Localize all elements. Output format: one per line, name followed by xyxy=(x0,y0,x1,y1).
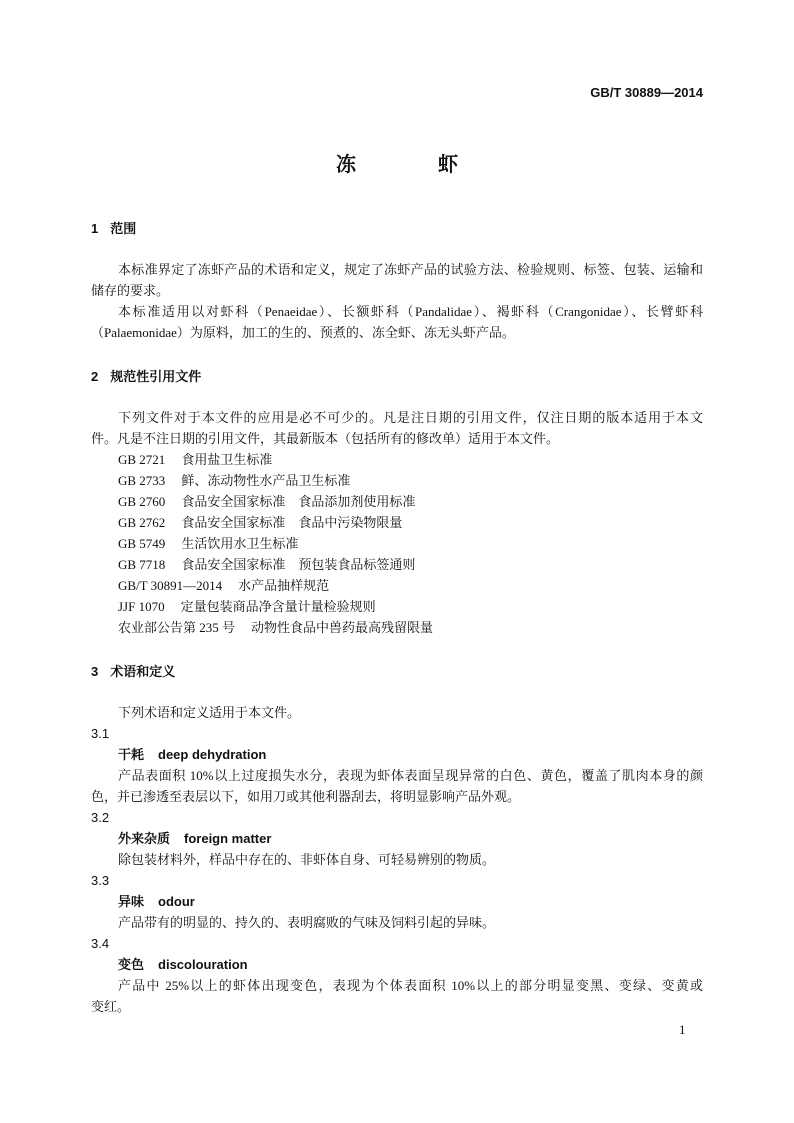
reference-item xyxy=(91,554,703,575)
term-entry xyxy=(91,828,703,849)
reference-title: 食用盐卫生标准 xyxy=(181,452,273,467)
reference-title: 食品安全国家标准 预包装食品标签通则 xyxy=(181,557,416,572)
term-number: 3.3 xyxy=(91,873,110,888)
paragraph-line: 下列术语和定义适用于本文件。 xyxy=(118,705,301,720)
paragraph-line: 本标准界定了冻虾产品的术语和定义，规定了冻虾产品的试验方法、检验规则、标签、包装、运输和 xyxy=(118,262,703,277)
section-normative-references xyxy=(91,366,703,638)
term-entry xyxy=(91,744,703,765)
term-chinese: 干耗 xyxy=(118,747,145,762)
document-title: 冻虾 xyxy=(336,154,540,176)
section-scope xyxy=(91,218,703,343)
reference-code: GB 2721 xyxy=(118,452,166,467)
reference-title: 动物性食品中兽药最高残留限量 xyxy=(251,620,434,635)
term-number: 3.1 xyxy=(91,726,110,741)
term-entry xyxy=(91,891,703,912)
term-english: discolouration xyxy=(158,957,248,972)
term-english: odour xyxy=(158,894,195,909)
reference-title: 生活饮用水卫生标准 xyxy=(181,536,299,551)
section-number: 2 xyxy=(91,369,99,384)
term-chinese: 变色 xyxy=(118,957,145,972)
reference-item xyxy=(91,575,703,596)
paragraph-line: 储存的要求。 xyxy=(91,283,170,298)
reference-item xyxy=(91,512,703,533)
reference-title: 水产品抽样规范 xyxy=(238,578,330,593)
section-title: 术语和定义 xyxy=(110,664,176,679)
section-heading xyxy=(91,366,703,387)
reference-title: 定量包装商品净含量计量检验规则 xyxy=(180,599,376,614)
reference-item xyxy=(91,449,703,470)
reference-item xyxy=(91,617,703,638)
section-terms-and-definitions xyxy=(91,661,703,1017)
reference-code: 农业部公告第 235 号 xyxy=(118,620,236,635)
standard-number: GB/T 30889—2014 xyxy=(590,85,703,100)
reference-item xyxy=(91,491,703,512)
reference-item xyxy=(91,596,703,617)
paragraph-line: 件。凡是不注日期的引用文件，其最新版本（包括所有的修改单）适用于本文件。 xyxy=(91,431,560,446)
term-definition: 产品带有的明显的、持久的、表明腐败的气味及饲料引起的异味。 xyxy=(118,915,496,930)
reference-item xyxy=(91,533,703,554)
term-english: deep dehydration xyxy=(158,747,267,762)
term-chinese: 异味 xyxy=(118,894,145,909)
section-title: 范围 xyxy=(110,221,137,236)
term-chinese: 外来杂质 xyxy=(118,831,171,846)
reference-title: 食品安全国家标准 食品添加剂使用标准 xyxy=(181,494,416,509)
reference-code: GB/T 30891—2014 xyxy=(118,578,223,593)
document-body xyxy=(91,218,703,1017)
term-number: 3.2 xyxy=(91,810,110,825)
reference-code: GB 7718 xyxy=(118,557,166,572)
reference-code: GB 5749 xyxy=(118,536,166,551)
term-entry xyxy=(91,954,703,975)
term-number: 3.4 xyxy=(91,936,110,951)
reference-code: GB 2733 xyxy=(118,473,166,488)
section-heading xyxy=(91,661,703,682)
paragraph-line: 本标准适用以对虾科（Penaeidae）、长额虾科（Pandalidae）、褐虾科（Crangonidae）、长臂虾科 xyxy=(118,304,703,319)
paragraph-line: （Palaemonidae）为原料，加工的生的、预煮的、冻全虾、冻无头虾产品。 xyxy=(91,325,515,340)
page-number: 1 xyxy=(679,1022,686,1037)
reference-code: GB 2762 xyxy=(118,515,166,530)
reference-item xyxy=(91,470,703,491)
section-heading xyxy=(91,218,703,239)
reference-title: 鲜、冻动物性水产品卫生标准 xyxy=(181,473,351,488)
section-title: 规范性引用文件 xyxy=(110,369,202,384)
term-definition: 除包装材料外，样品中存在的、非虾体自身、可轻易辨别的物质。 xyxy=(118,852,496,867)
term-definition: 变红。 xyxy=(91,999,131,1014)
term-definition: 产品表面积 10%以上过度损失水分，表现为虾体表面呈现异常的白色、黄色，覆盖了肌肉本身的颜 xyxy=(118,768,703,783)
section-number: 3 xyxy=(91,664,99,679)
reference-code: GB 2760 xyxy=(118,494,166,509)
reference-title: 食品安全国家标准 食品中污染物限量 xyxy=(181,515,403,530)
term-english: foreign matter xyxy=(184,831,272,846)
term-definition: 产品中 25%以上的虾体出现变色，表现为个体表面积 10%以上的部分明显变黑、变绿、变黄或 xyxy=(118,978,703,993)
section-number: 1 xyxy=(91,221,99,236)
paragraph-line: 下列文件对于本文件的应用是必不可少的。凡是注日期的引用文件，仅注日期的版本适用于本文 xyxy=(118,410,703,425)
term-definition: 色，并已渗透至表层以下，如用刀或其他利器刮去，将明显影响产品外观。 xyxy=(91,789,521,804)
reference-code: JJF 1070 xyxy=(118,599,165,614)
